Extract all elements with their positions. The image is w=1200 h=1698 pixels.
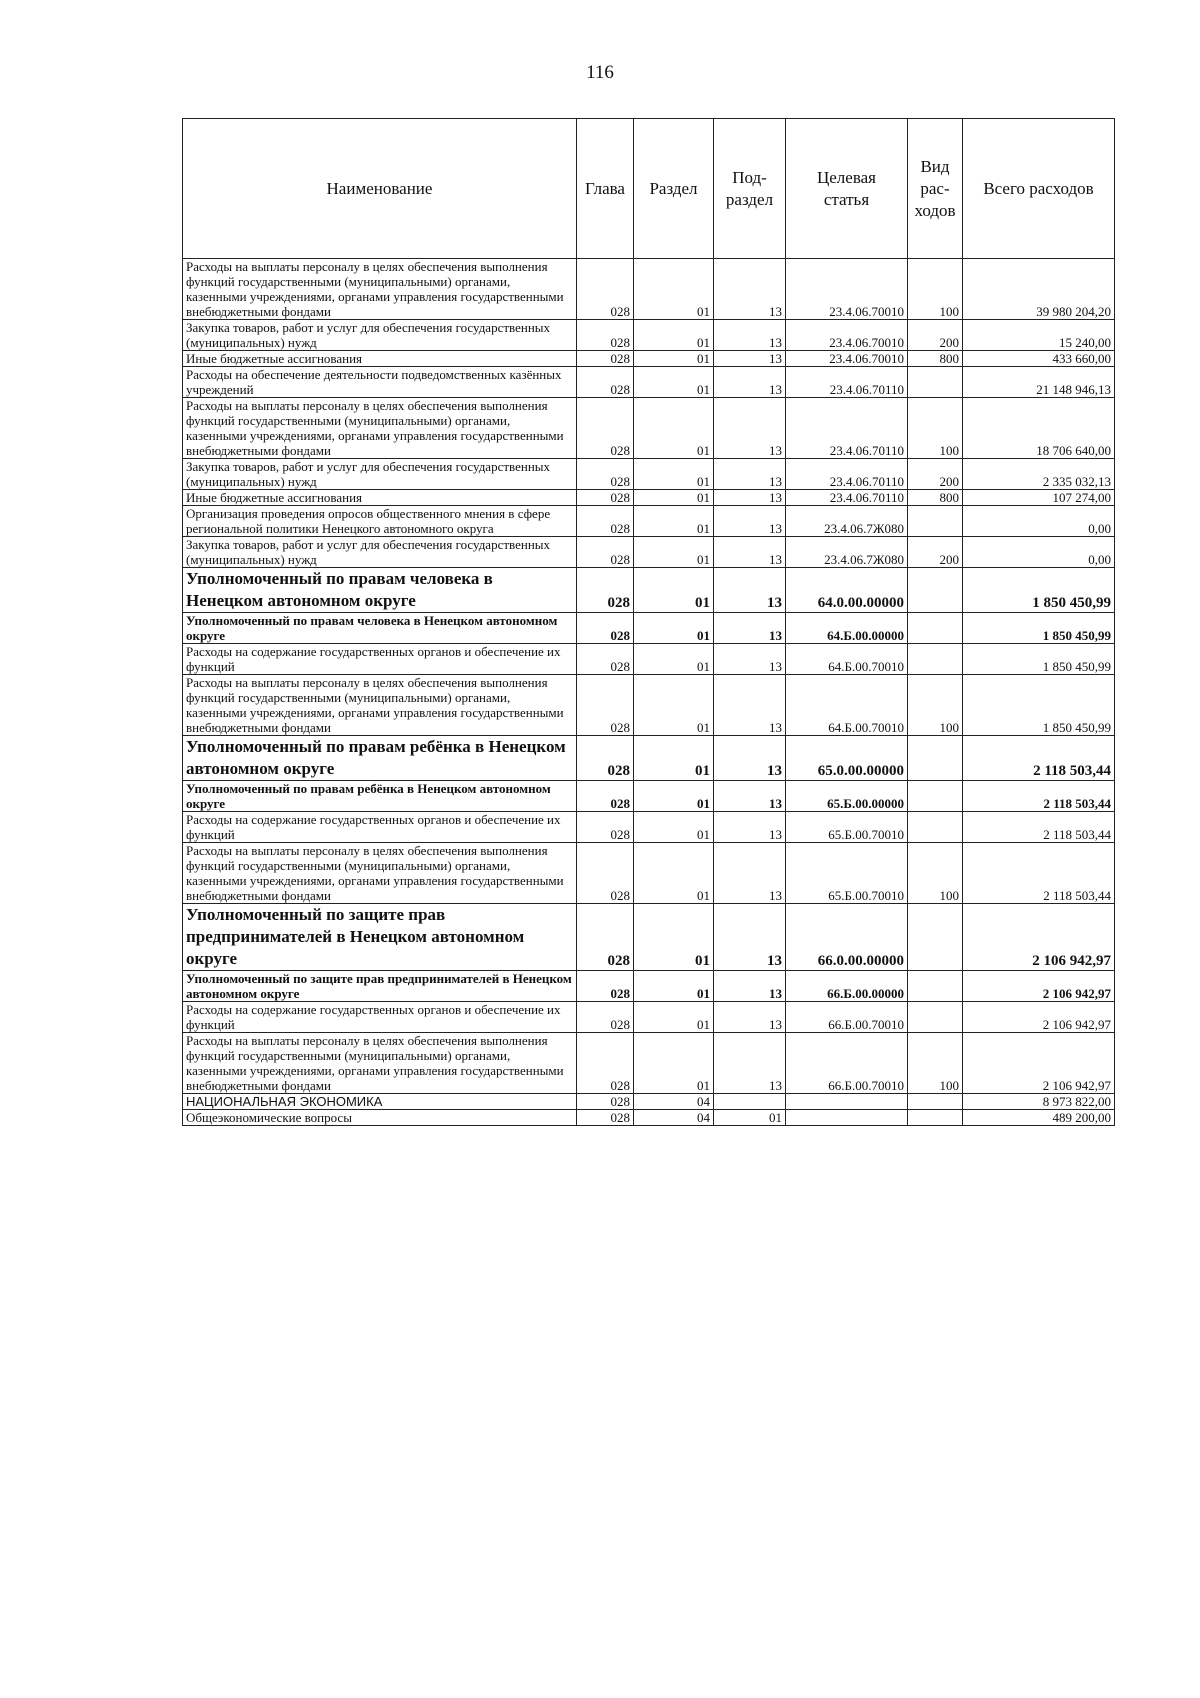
cell-razdel: 04 [634,1110,714,1126]
cell-cel: 66.0.00.00000 [786,904,908,971]
header-vid: Вид рас- ходов [908,119,963,259]
cell-vid: 100 [908,1033,963,1094]
cell-vid [908,568,963,613]
table-row [183,259,1115,320]
cell-total: 2 118 503,44 [963,812,1115,843]
cell-cel: 66.Б.00.00000 [786,971,908,1002]
cell-cel: 66.Б.00.70010 [786,1033,908,1094]
table-row [183,904,1115,971]
cell-razdel: 01 [634,490,714,506]
cell-pod: 13 [714,644,786,675]
cell-cel: 23.4.06.7Ж080 [786,537,908,568]
cell-pod: 13 [714,259,786,320]
cell-vid [908,781,963,812]
cell-pod: 13 [714,568,786,613]
cell-name: Иные бюджетные ассигнования [183,351,577,367]
cell-total: 2 106 942,97 [963,904,1115,971]
cell-cel: 65.0.00.00000 [786,736,908,781]
table-row [183,537,1115,568]
cell-glava: 028 [577,459,634,490]
cell-razdel: 01 [634,351,714,367]
cell-total: 8 973 822,00 [963,1094,1115,1110]
header-glava: Глава [577,119,634,259]
cell-glava: 028 [577,971,634,1002]
cell-cel: 65.Б.00.00000 [786,781,908,812]
cell-total: 39 980 204,20 [963,259,1115,320]
cell-cel: 23.4.06.70110 [786,367,908,398]
cell-razdel: 01 [634,904,714,971]
cell-glava: 028 [577,904,634,971]
cell-glava: 028 [577,398,634,459]
cell-vid: 100 [908,398,963,459]
cell-vid: 200 [908,459,963,490]
table-row [183,398,1115,459]
cell-total: 107 274,00 [963,490,1115,506]
cell-glava: 028 [577,537,634,568]
cell-vid [908,506,963,537]
cell-name: Закупка товаров, работ и услуг для обеспечения государственных (муниципальных) нужд [183,537,577,568]
cell-razdel: 01 [634,259,714,320]
cell-razdel: 01 [634,320,714,351]
table-row [183,490,1115,506]
cell-glava: 028 [577,506,634,537]
table-row [183,367,1115,398]
header-total: Всего расходов [963,119,1115,259]
cell-name: Общеэкономические вопросы [183,1110,577,1126]
cell-razdel: 01 [634,843,714,904]
cell-vid [908,613,963,644]
cell-glava: 028 [577,613,634,644]
cell-razdel: 01 [634,1033,714,1094]
cell-name: Уполномоченный по защите прав предпринимателей в Ненецком автономном округе [183,971,577,1002]
cell-cel [786,1110,908,1126]
cell-glava: 028 [577,1094,634,1110]
cell-vid: 200 [908,537,963,568]
cell-vid [908,1094,963,1110]
cell-name: Уполномоченный по правам человека в Ненецком автономном округе [183,568,577,613]
table-row [183,1094,1115,1110]
cell-cel: 23.4.06.7Ж080 [786,506,908,537]
cell-name: Расходы на выплаты персоналу в целях обеспечения выполнения функций государственными (муниципальными) органами, казенными учреждениями, органами управления государственными внебюджетными фондами [183,398,577,459]
table-row [183,506,1115,537]
cell-name: Расходы на содержание государственных органов и обеспечение их функций [183,644,577,675]
cell-total: 1 850 450,99 [963,568,1115,613]
table-header-row [183,119,1115,259]
cell-name: Закупка товаров, работ и услуг для обеспечения государственных (муниципальных) нужд [183,459,577,490]
table-row [183,736,1115,781]
cell-pod: 13 [714,1033,786,1094]
header-podrazdel: Под- раздел [714,119,786,259]
table-row [183,1002,1115,1033]
cell-name: НАЦИОНАЛЬНАЯ ЭКОНОМИКА [183,1094,577,1110]
cell-name: Расходы на выплаты персоналу в целях обеспечения выполнения функций государственными (муниципальными) органами, казенными учреждениями, органами управления государственными внебюджетными фондами [183,843,577,904]
cell-razdel: 01 [634,459,714,490]
cell-pod: 13 [714,367,786,398]
cell-total: 433 660,00 [963,351,1115,367]
cell-vid [908,812,963,843]
cell-name: Закупка товаров, работ и услуг для обеспечения государственных (муниципальных) нужд [183,320,577,351]
cell-razdel: 01 [634,736,714,781]
cell-total: 2 118 503,44 [963,736,1115,781]
table-row [183,843,1115,904]
cell-vid [908,367,963,398]
cell-name: Уполномоченный по защите прав предпринимателей в Ненецком автономном округе [183,904,577,971]
cell-cel: 65.Б.00.70010 [786,843,908,904]
cell-name: Расходы на содержание государственных органов и обеспечение их функций [183,1002,577,1033]
cell-glava: 028 [577,367,634,398]
cell-total: 21 148 946,13 [963,367,1115,398]
cell-glava: 028 [577,568,634,613]
table-row [183,320,1115,351]
cell-pod: 13 [714,675,786,736]
cell-pod: 13 [714,506,786,537]
cell-name: Уполномоченный по правам человека в Ненецком автономном округе [183,613,577,644]
cell-razdel: 01 [634,613,714,644]
cell-name: Уполномоченный по правам ребёнка в Ненецком автономном округе [183,736,577,781]
cell-glava: 028 [577,644,634,675]
cell-razdel: 01 [634,537,714,568]
cell-pod: 13 [714,490,786,506]
budget-table [182,118,1115,1126]
cell-total: 489 200,00 [963,1110,1115,1126]
table-row [183,971,1115,1002]
cell-vid [908,736,963,781]
cell-razdel: 01 [634,812,714,843]
table-row [183,351,1115,367]
table-row [183,812,1115,843]
cell-vid [908,904,963,971]
cell-pod: 13 [714,904,786,971]
table-row [183,459,1115,490]
cell-glava: 028 [577,812,634,843]
cell-razdel: 01 [634,568,714,613]
cell-cel: 23.4.06.70010 [786,320,908,351]
cell-pod: 13 [714,398,786,459]
cell-total: 2 106 942,97 [963,971,1115,1002]
cell-vid: 100 [908,259,963,320]
table-row [183,675,1115,736]
cell-glava: 028 [577,1033,634,1094]
cell-name: Расходы на содержание государственных органов и обеспечение их функций [183,812,577,843]
table-row [183,568,1115,613]
cell-name: Расходы на выплаты персоналу в целях обеспечения выполнения функций государственными (муниципальными) органами, казенными учреждениями, органами управления государственными внебюджетными фондами [183,675,577,736]
cell-razdel: 04 [634,1094,714,1110]
cell-pod: 13 [714,812,786,843]
header-name: Наименование [183,119,577,259]
cell-vid [908,971,963,1002]
cell-pod: 13 [714,736,786,781]
cell-pod: 13 [714,351,786,367]
cell-name: Расходы на выплаты персоналу в целях обеспечения выполнения функций государственными (муниципальными) органами, казенными учреждениями, органами управления государственными внебюджетными фондами [183,259,577,320]
table-row [183,1110,1115,1126]
cell-vid: 100 [908,843,963,904]
cell-cel: 64.Б.00.70010 [786,644,908,675]
cell-name: Организация проведения опросов общественного мнения в сфере региональной политики Ненецкого автономного округа [183,506,577,537]
cell-glava: 028 [577,781,634,812]
cell-pod: 13 [714,537,786,568]
cell-glava: 028 [577,843,634,904]
cell-name: Иные бюджетные ассигнования [183,490,577,506]
cell-pod: 13 [714,1002,786,1033]
cell-razdel: 01 [634,781,714,812]
page-number: 116 [586,62,614,83]
cell-glava: 028 [577,1002,634,1033]
cell-total: 2 118 503,44 [963,781,1115,812]
cell-name: Расходы на выплаты персоналу в целях обеспечения выполнения функций государственными (муниципальными) органами, казенными учреждениями, органами управления государственными внебюджетными фондами [183,1033,577,1094]
cell-glava: 028 [577,675,634,736]
cell-pod [714,1094,786,1110]
cell-vid: 100 [908,675,963,736]
header-celevaya: Целевая статья [786,119,908,259]
cell-cel: 64.Б.00.70010 [786,675,908,736]
cell-vid: 800 [908,490,963,506]
cell-pod: 13 [714,613,786,644]
cell-total: 0,00 [963,506,1115,537]
table-row [183,644,1115,675]
cell-pod: 13 [714,843,786,904]
cell-cel: 65.Б.00.70010 [786,812,908,843]
cell-cel: 23.4.06.70110 [786,459,908,490]
table-row [183,1033,1115,1094]
cell-total: 2 335 032,13 [963,459,1115,490]
cell-vid: 800 [908,351,963,367]
cell-razdel: 01 [634,644,714,675]
cell-total: 1 850 450,99 [963,613,1115,644]
cell-cel: 66.Б.00.70010 [786,1002,908,1033]
cell-cel [786,1094,908,1110]
cell-total: 1 850 450,99 [963,644,1115,675]
cell-glava: 028 [577,351,634,367]
cell-pod: 01 [714,1110,786,1126]
cell-total: 1 850 450,99 [963,675,1115,736]
table-row [183,781,1115,812]
cell-glava: 028 [577,259,634,320]
table-row [183,613,1115,644]
cell-total: 15 240,00 [963,320,1115,351]
cell-cel: 23.4.06.70010 [786,351,908,367]
cell-vid [908,1110,963,1126]
cell-pod: 13 [714,459,786,490]
cell-total: 18 706 640,00 [963,398,1115,459]
cell-razdel: 01 [634,506,714,537]
cell-total: 0,00 [963,537,1115,568]
cell-cel: 64.0.00.00000 [786,568,908,613]
cell-total: 2 118 503,44 [963,843,1115,904]
cell-razdel: 01 [634,971,714,1002]
cell-pod: 13 [714,971,786,1002]
cell-cel: 64.Б.00.00000 [786,613,908,644]
cell-glava: 028 [577,1110,634,1126]
cell-razdel: 01 [634,1002,714,1033]
cell-pod: 13 [714,781,786,812]
cell-vid: 200 [908,320,963,351]
cell-pod: 13 [714,320,786,351]
cell-glava: 028 [577,490,634,506]
cell-vid [908,644,963,675]
cell-razdel: 01 [634,675,714,736]
cell-cel: 23.4.06.70110 [786,490,908,506]
cell-razdel: 01 [634,367,714,398]
cell-vid [908,1002,963,1033]
cell-cel: 23.4.06.70010 [786,259,908,320]
cell-glava: 028 [577,736,634,781]
cell-razdel: 01 [634,398,714,459]
cell-cel: 23.4.06.70110 [786,398,908,459]
cell-glava: 028 [577,320,634,351]
cell-total: 2 106 942,97 [963,1002,1115,1033]
header-razdel: Раздел [634,119,714,259]
cell-name: Уполномоченный по правам ребёнка в Ненецком автономном округе [183,781,577,812]
cell-total: 2 106 942,97 [963,1033,1115,1094]
cell-name: Расходы на обеспечение деятельности подведомственных казённых учреждений [183,367,577,398]
